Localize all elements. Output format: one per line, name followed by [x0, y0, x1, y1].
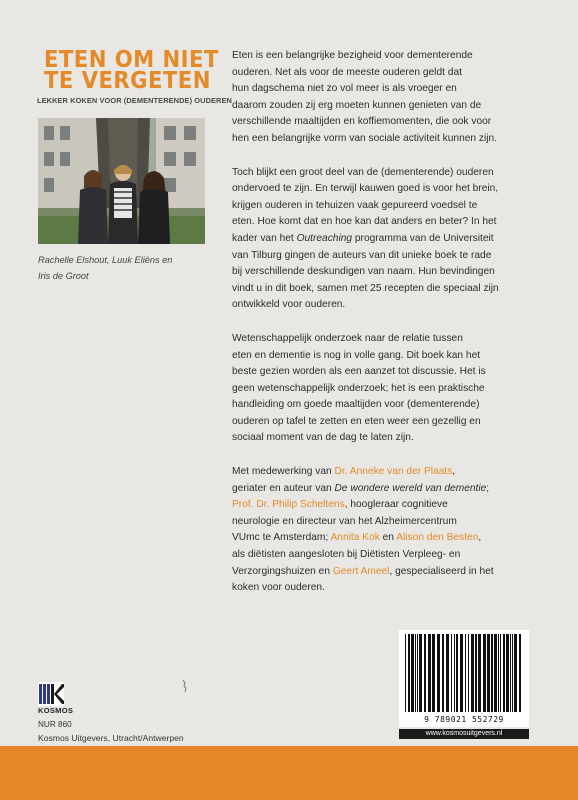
text-line: ondervoed te zijn. En terwijl kauwen goed is voor het brein, — [232, 183, 499, 195]
text-run: VUmc te Amsterdam; — [232, 532, 331, 544]
text-line: bij verschillende deskundigen van naam. Hun bevindingen — [232, 266, 495, 278]
barcode-bar — [491, 634, 493, 712]
text-line: ontwikkeld voor ouderen. — [232, 299, 346, 311]
barcode-bar — [512, 634, 513, 712]
barcode-bar — [405, 634, 406, 712]
text-line: Eten is een belangrijke bezigheid voor dementerende — [232, 50, 473, 61]
text-line: hun dagschema niet zo vol meer is als vroeger en — [232, 83, 457, 95]
text-line: ouderen op tafel te zetten en eten weer een gezellig en — [232, 415, 481, 427]
title-line-2: TE VERGETEN — [44, 68, 211, 94]
text-line: koken voor ouderen. — [232, 582, 325, 594]
paragraph-3 — [232, 331, 557, 447]
pen-mark-icon — [180, 679, 190, 693]
text-line: Toch blijkt een groot deel van de (dementerende) ouderen — [232, 166, 494, 178]
text-run: , hoogleraar cognitieve — [344, 499, 448, 511]
text-line: Wetenschappelijk onderzoek naar de relatie tussen — [232, 332, 463, 344]
barcode-bar — [417, 634, 418, 712]
barcode-bar — [428, 634, 431, 712]
barcode-bar — [424, 634, 426, 712]
text-run: programma van de Universiteit — [352, 232, 494, 244]
barcode-bar — [468, 634, 469, 712]
text-line: geen wetenschappelijk onderzoek; het is een praktische — [232, 382, 485, 394]
book-reference: De wondere wereld van dementie — [334, 482, 487, 494]
barcode-bar — [510, 634, 511, 712]
text-line: als diëtisten aangesloten bij Diëtisten Verpleeg- en — [232, 549, 461, 561]
barcode-bar — [442, 634, 444, 712]
text-line — [232, 481, 557, 498]
barcode-bar — [411, 634, 414, 712]
text-line: beste gezien worden als een aanzet tot discussie. Het is — [232, 366, 486, 378]
text-line: sociaal moment van de dag te laten zijn. — [232, 432, 414, 444]
authors-photo — [38, 118, 205, 244]
caption-line-2: Iris de Groot — [38, 271, 89, 281]
text-line: eten. Hoe komt dat en hoe kan dat anders en beter? In het — [232, 216, 497, 228]
text-line: handleiding om goede maaltijden voor (dementerende) — [232, 399, 480, 411]
text-run: en — [379, 532, 397, 544]
barcode-bar — [454, 634, 455, 712]
barcode-bar — [432, 634, 435, 712]
barcode-bar — [503, 634, 505, 712]
barcode-bar — [451, 634, 452, 712]
barcode-bar — [415, 634, 416, 712]
program-name: Outreaching — [296, 232, 353, 244]
contributor-name: Dr. Anneke van der Plaats — [334, 466, 453, 478]
text-line: krijgen ouderen in tehuizen vaak gepureerd voedsel te — [232, 199, 478, 211]
text-line — [232, 530, 557, 547]
barcode — [399, 630, 529, 727]
caption-line-1: Rachelle Elshout, Luuk Eliëns en — [38, 255, 173, 265]
barcode-bar — [494, 634, 497, 712]
contributor-name: Geert Ameel — [332, 565, 390, 577]
text-line — [232, 231, 557, 248]
text-run: , — [478, 532, 482, 544]
barcode-bar — [478, 634, 481, 712]
title-line-1: ETEN OM NIET — [44, 47, 219, 73]
text-line: daarom zouden zij erg moeten kunnen genieten van de — [232, 99, 482, 111]
isbn-number: 9 789021 552729 — [424, 715, 504, 724]
book-subtitle: LEKKER KOKEN VOOR (DEMENTERENDE) OUDEREN — [37, 96, 232, 105]
text-line: vindt u in dit boek, samen met 25 recepten die speciaal zijn — [232, 282, 499, 294]
barcode-bar — [437, 634, 440, 712]
contributor-name: Alison den Besten — [396, 532, 479, 544]
photo-caption — [38, 252, 213, 284]
contributor-name: Annita Kok — [330, 532, 380, 544]
text-run: , — [452, 466, 456, 478]
barcode-bar — [506, 634, 509, 712]
nur-code: NUR 860 — [38, 720, 72, 729]
barcode-bar — [483, 634, 486, 712]
publisher-name: Kosmos Uitgevers, Utracht/Antwerpen — [38, 733, 184, 743]
barcode-bars — [399, 630, 529, 716]
barcode-bar — [487, 634, 490, 712]
barcode-bar — [471, 634, 474, 712]
barcode-bar — [475, 634, 477, 712]
barcode-bar — [419, 634, 422, 712]
barcode-bar — [408, 634, 410, 712]
text-run: , gespecialiseerd in het — [389, 565, 494, 577]
barcode-bar — [498, 634, 499, 712]
kosmos-logo-icon — [38, 682, 64, 706]
paragraph-1 — [232, 48, 557, 148]
paragraph-2 — [232, 165, 557, 314]
blurb — [232, 48, 557, 614]
text-line — [232, 464, 557, 481]
text-run: Verzorgingshuizen en — [232, 565, 333, 577]
text-line: eten en dementie is nog in volle gang. Dit boek kan het — [232, 349, 481, 361]
text-run: Met medewerking van — [232, 466, 335, 478]
paragraph-4-credits — [232, 464, 557, 597]
barcode-bar — [446, 634, 449, 712]
text-line: ouderen. Net als voor de meeste ouderen geldt dat — [232, 66, 462, 78]
text-line — [232, 564, 557, 581]
text-line: hen een belangrijke vorm van sociale activiteit kunnen zijn. — [232, 132, 498, 144]
contributor-name: Prof. Dr. Philip Scheltens — [232, 499, 345, 511]
text-line: neurologie en directeur van het Alzheimercentrum — [232, 515, 457, 527]
text-line: verschillende maaltijden en koffiemomenten, die ook voor — [232, 116, 492, 128]
barcode-bar — [460, 634, 463, 712]
authors-photo-illustration — [38, 118, 205, 244]
bottom-color-band — [0, 746, 578, 800]
text-run: ; — [486, 482, 490, 494]
book-title — [37, 47, 219, 94]
text-run: kader van het — [232, 232, 297, 244]
barcode-bar — [500, 634, 501, 712]
text-line: van Tilburg gingen de auteurs van dit unieke boek te rade — [232, 249, 492, 261]
kosmos-logo-text: KOSMOS — [38, 706, 74, 715]
text-line — [232, 497, 557, 514]
barcode-bar — [456, 634, 458, 712]
barcode-bar — [519, 634, 521, 712]
publisher-url: www.kosmosuitgevers.nl — [399, 729, 529, 739]
text-run: geriater en auteur van — [232, 482, 335, 494]
barcode-bar — [514, 634, 517, 712]
barcode-bar — [465, 634, 466, 712]
